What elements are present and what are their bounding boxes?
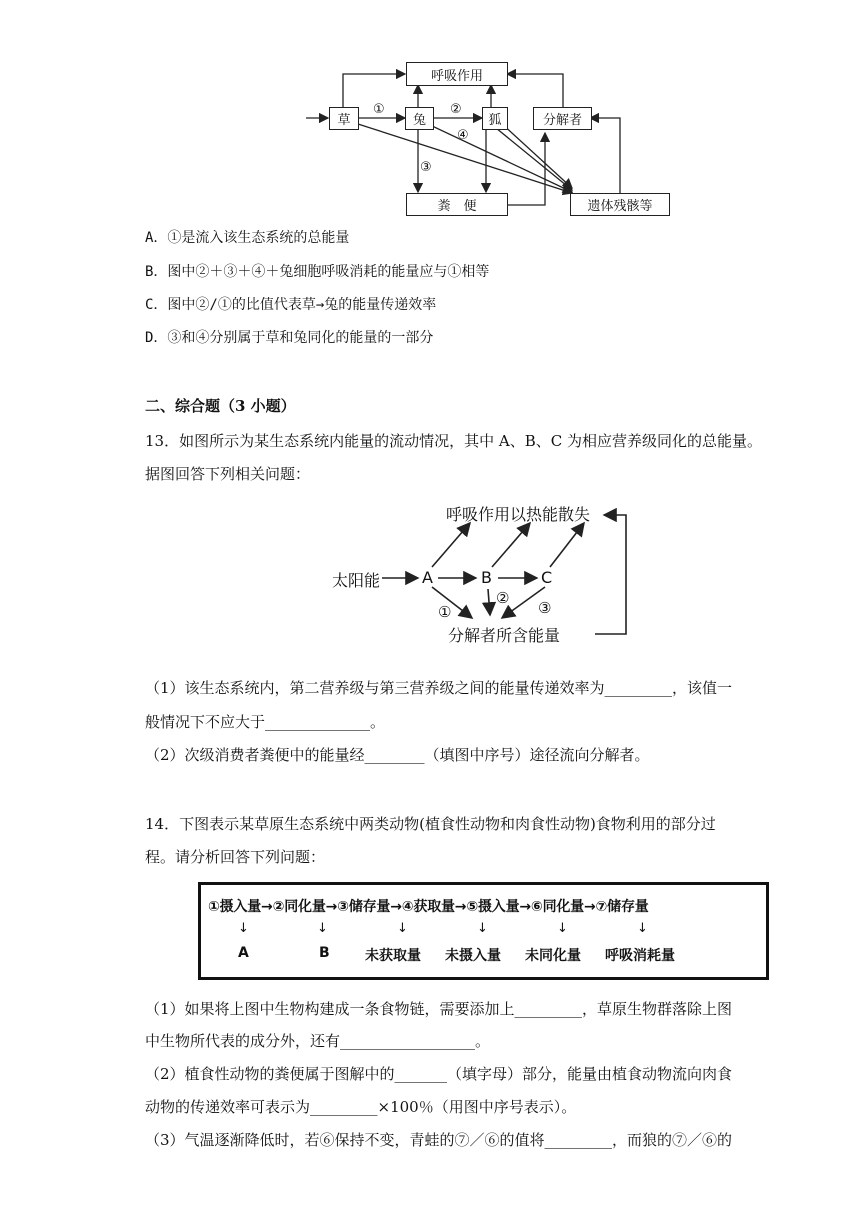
flow-label-a: A: [238, 945, 249, 961]
decomposer-energy-label: 分解者所含能量: [448, 626, 561, 645]
path-label-1: ①: [438, 603, 452, 621]
down-arrow-6: ↓: [637, 921, 648, 936]
q14-stem-line2: 程。请分析回答下列问题：: [145, 848, 326, 866]
q14-part1-line1: （1）如果将上图中生物构建成一条食物链，需要添加上_________，草原生物群落除上图: [145, 1000, 733, 1018]
section-title: 二、综合题（3 小题）: [145, 397, 296, 415]
grass-label: 草: [337, 113, 351, 128]
q14-part3-line1: （3）气温逐渐降低时，若⑥保持不变，青蛙的⑦／⑥的值将_________，而狼的⑦／⑥的: [145, 1131, 733, 1149]
flow-row-main: ①摄入量→②同化量→③储存量→④获取量→⑤摄入量→⑥同化量→⑦储存量: [208, 899, 649, 915]
remains-box: [570, 193, 670, 216]
path-label-3: ③: [538, 599, 552, 617]
respiration-label: 呼吸作用: [430, 68, 483, 84]
q13-part2: （2）次级消费者粪便中的能量经________（填图中序号）途径流向分解者。: [145, 746, 650, 764]
flow-label-respiration-loss: 呼吸消耗量: [605, 948, 675, 964]
energy-flow-diagram: [0, 495, 860, 655]
node-a: A: [422, 568, 433, 587]
grass-box: [329, 107, 359, 130]
q13-part1-line1: （1）该生态系统内，第二营养级与第三营养级之间的能量传递效率为_________，该值一: [145, 679, 733, 697]
rabbit-label: 兔: [412, 113, 426, 128]
option-c: C．图中②/①的比值代表草→兔的能量传递效率: [145, 297, 437, 313]
q14-part1-line2: 中生物所代表的成分外，还有__________________。: [145, 1032, 491, 1050]
down-arrow-5: ↓: [557, 921, 568, 936]
fox-box: [482, 107, 508, 130]
food-web-diagram: [0, 0, 860, 225]
rabbit-box: [405, 107, 434, 130]
down-arrow-2: ↓: [317, 921, 328, 936]
q14-part2-line2: 动物的传递效率可表示为_________×100％（用图中序号表示）。: [145, 1098, 577, 1116]
sun-energy-label: 太阳能: [332, 571, 381, 590]
q14-stem-line1: 14．下图表示某草原生态系统中两类动物(植食性动物和肉食性动物)食物利用的部分过: [145, 815, 716, 833]
option-a: A．①是流入该生态系统的总能量: [145, 230, 350, 246]
q13-stem-line2: 据图回答下列相关问题：: [145, 465, 311, 483]
down-arrow-3: ↓: [397, 921, 408, 936]
down-arrow-4: ↓: [477, 921, 488, 936]
respiration-box: [406, 62, 508, 86]
flow-label-not-ingested: 未摄入量: [445, 948, 501, 964]
decomposer-label: 分解者: [542, 113, 582, 128]
decomposer-box: [533, 107, 592, 130]
feces-label: 粪 便: [437, 199, 477, 214]
down-arrow-1: ↓: [238, 921, 249, 936]
option-b: B．图中②＋③＋④＋兔细胞呼吸消耗的能量应与①相等: [145, 264, 490, 280]
arrow-label-4: ④: [457, 128, 469, 143]
heat-loss-label: 呼吸作用以热能散失: [446, 505, 591, 524]
node-b: B: [481, 568, 492, 587]
q13-part1-line2: 般情况下不应大于______________。: [145, 713, 386, 731]
node-c: C: [541, 568, 553, 587]
feces-box: [406, 193, 508, 216]
option-d: D．③和④分别属于草和兔同化的能量的一部分: [145, 330, 434, 346]
flow-label-b: B: [319, 945, 330, 961]
arrow-label-2: ②: [450, 102, 462, 117]
path-label-2: ②: [496, 589, 510, 607]
arrow-label-1: ①: [373, 102, 385, 117]
remains-label: 遗体残骸等: [587, 199, 653, 214]
food-utilization-diagram: [198, 882, 769, 980]
flow-label-not-assimilated: 未同化量: [525, 948, 581, 964]
arrow-label-3: ③: [420, 160, 432, 175]
flow-label-not-obtained: 未获取量: [365, 948, 421, 964]
fox-label: 狐: [488, 113, 502, 128]
q14-part2-line1: （2）植食性动物的粪便属于图解中的_______（填字母）部分，能量由植食动物流向肉食: [145, 1065, 733, 1083]
q13-stem-line1: 13．如图所示为某生态系统内能量的流动情况，其中 A、B、C 为相应营养级同化的总能量。: [145, 432, 762, 450]
